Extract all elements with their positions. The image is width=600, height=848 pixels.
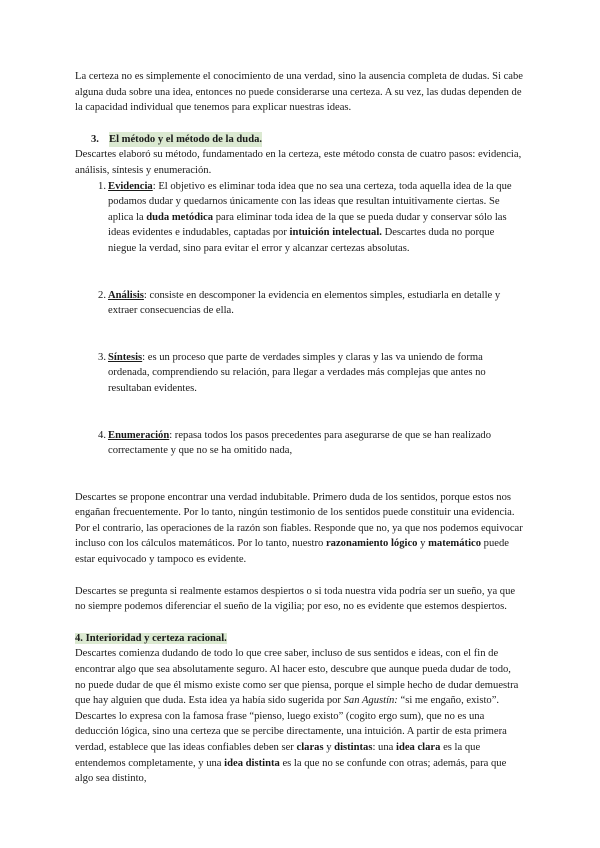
italic-term: San Agustín: [343, 695, 398, 707]
step-body: para eliminar toda idea de la que se pueda dudar y conservar sólo las ideas evidentes e indudables, captadas por [108, 211, 507, 239]
section-3-heading [75, 132, 523, 148]
step-number: 1. [98, 180, 106, 192]
paragraph-text: Descartes se propone encontrar una verdad indubitable. Primero duda de los sentidos, porque estos nos engañan frecuentemente. Por lo tanto, ningún testimonio de los sentidos puede constituir una evidencia. Por el contrario, las operaciones de la razón son fiables. Responde que no, ya que nos podemos equivocar incluso con los cálculos matemáticos. Por lo tanto, nuestro [75, 491, 523, 550]
step-text [108, 350, 523, 397]
step-term: Síntesis [108, 351, 143, 363]
paragraph-text: es la que no se confunde con otras; además, para que algo sea distinto, [75, 757, 507, 785]
bold-term: duda metódica [146, 211, 214, 223]
step-body: : El objetivo es eliminar toda idea que no sea una certeza, toda aquella idea de la que podamos dudar y quedarnos únicamente con las ideas que resultan intuitivamente ciertas. Se aplica la [108, 180, 512, 223]
section-3-number: 3. [91, 133, 99, 145]
section-3-paragraph-2 [75, 490, 523, 568]
bold-term: claras [296, 742, 324, 753]
section-3-paragraph-3: Descartes se pregunta si realmente estamos despiertos o si toda nuestra vida podría ser un sueño, ya que no siempre podemos diferenciar el sueño de la vigilia; por eso, no es evidente que estemos despiertos. [75, 585, 516, 613]
paragraph-text: puede estar equivocado y tampoco es evidente. [75, 538, 509, 566]
section-3-intro: Descartes elaboró su método, fundamentado en la certeza, este método consta de cuatro pasos: evidencia, análisis, síntesis y enumeración. [75, 149, 522, 176]
step-text [108, 179, 523, 257]
step-text [108, 288, 523, 319]
step-term: Evidencia [108, 180, 153, 192]
bold-term: idea clara [396, 742, 441, 753]
step-body: : consiste en descomponer la evidencia en elementos simples, estudiarla en detalle y extraer consecuencias de ella. [108, 289, 501, 317]
step-number: 4. [98, 429, 106, 441]
method-steps-list [75, 179, 523, 459]
step-text [108, 428, 523, 459]
section-4-title: 4. Interioridad y certeza racional. [75, 632, 227, 644]
list-item [75, 428, 523, 459]
document-body [75, 69, 523, 787]
paragraph-text: Descartes comienza dudando de todo lo que cree saber, incluso de sus sentidos e ideas, con el fin de encontrar algo que sea absolutamente seguro. Al hacer esto, descubre que aunque pueda dudar de todo, no puede dudar de que él mismo existe como ser que piensa, porque el simple hecho de dudar demuestra que hay alguien que duda. Esta idea ya había sido sugerida por [75, 648, 519, 707]
bold-term: intuición intelectual. [289, 227, 382, 239]
bold-term: distintas [334, 742, 373, 753]
paragraph-text: es la que entendemos completamente, y una [75, 742, 481, 769]
section-3-title: El método y el método de la duda. [109, 132, 262, 148]
step-term: Análisis [108, 289, 144, 301]
step-body: Descartes duda no porque niegue la verdad, sino para evitar el error y alcanzar certezas absolutas. [108, 227, 495, 254]
bold-term: matemático [428, 538, 482, 550]
section-4-heading [75, 631, 523, 647]
section-4-paragraph [75, 646, 523, 786]
step-number: 2. [98, 289, 106, 301]
step-body: : repasa todos los pasos precedentes para asegurarse de que se han realizado correctamente y que no se ha omitido nada, [108, 429, 492, 457]
paragraph-text: “si me engaño, existo”. Descartes lo expresa con la famosa frase “pienso, luego existo” (cogito ergo sum), que no es una deducción lógica, sino una certeza que se percibe directamente, una intuición. A partir de esta primera verdad, establece que las ideas confiables deben ser [75, 695, 507, 753]
list-item [75, 350, 523, 397]
paragraph-text: y [323, 742, 335, 753]
step-number: 3. [98, 351, 106, 363]
bold-term: idea distinta [224, 757, 280, 769]
list-item [75, 288, 523, 319]
list-item [75, 179, 523, 257]
intro-paragraph: La certeza no es simplemente el conocimiento de una verdad, sino la ausencia completa de dudas. Si cabe alguna duda sobre una idea, entonces no puede considerarse una certeza. A su vez, las dudas dependen de la capacidad individual que tenemos para explicar nuestras ideas. [75, 71, 523, 114]
step-term: Enumeración [108, 429, 170, 441]
paragraph-text: y [417, 538, 429, 550]
bold-term: razonamiento lógico [325, 538, 418, 550]
step-body: : es un proceso que parte de verdades simples y claras y las va uniendo de forma ordenada, comprendiendo su relación, para llegar a verdades más complejas que antes no resultaban evidentes. [108, 351, 486, 394]
paragraph-text: : una [372, 742, 396, 753]
